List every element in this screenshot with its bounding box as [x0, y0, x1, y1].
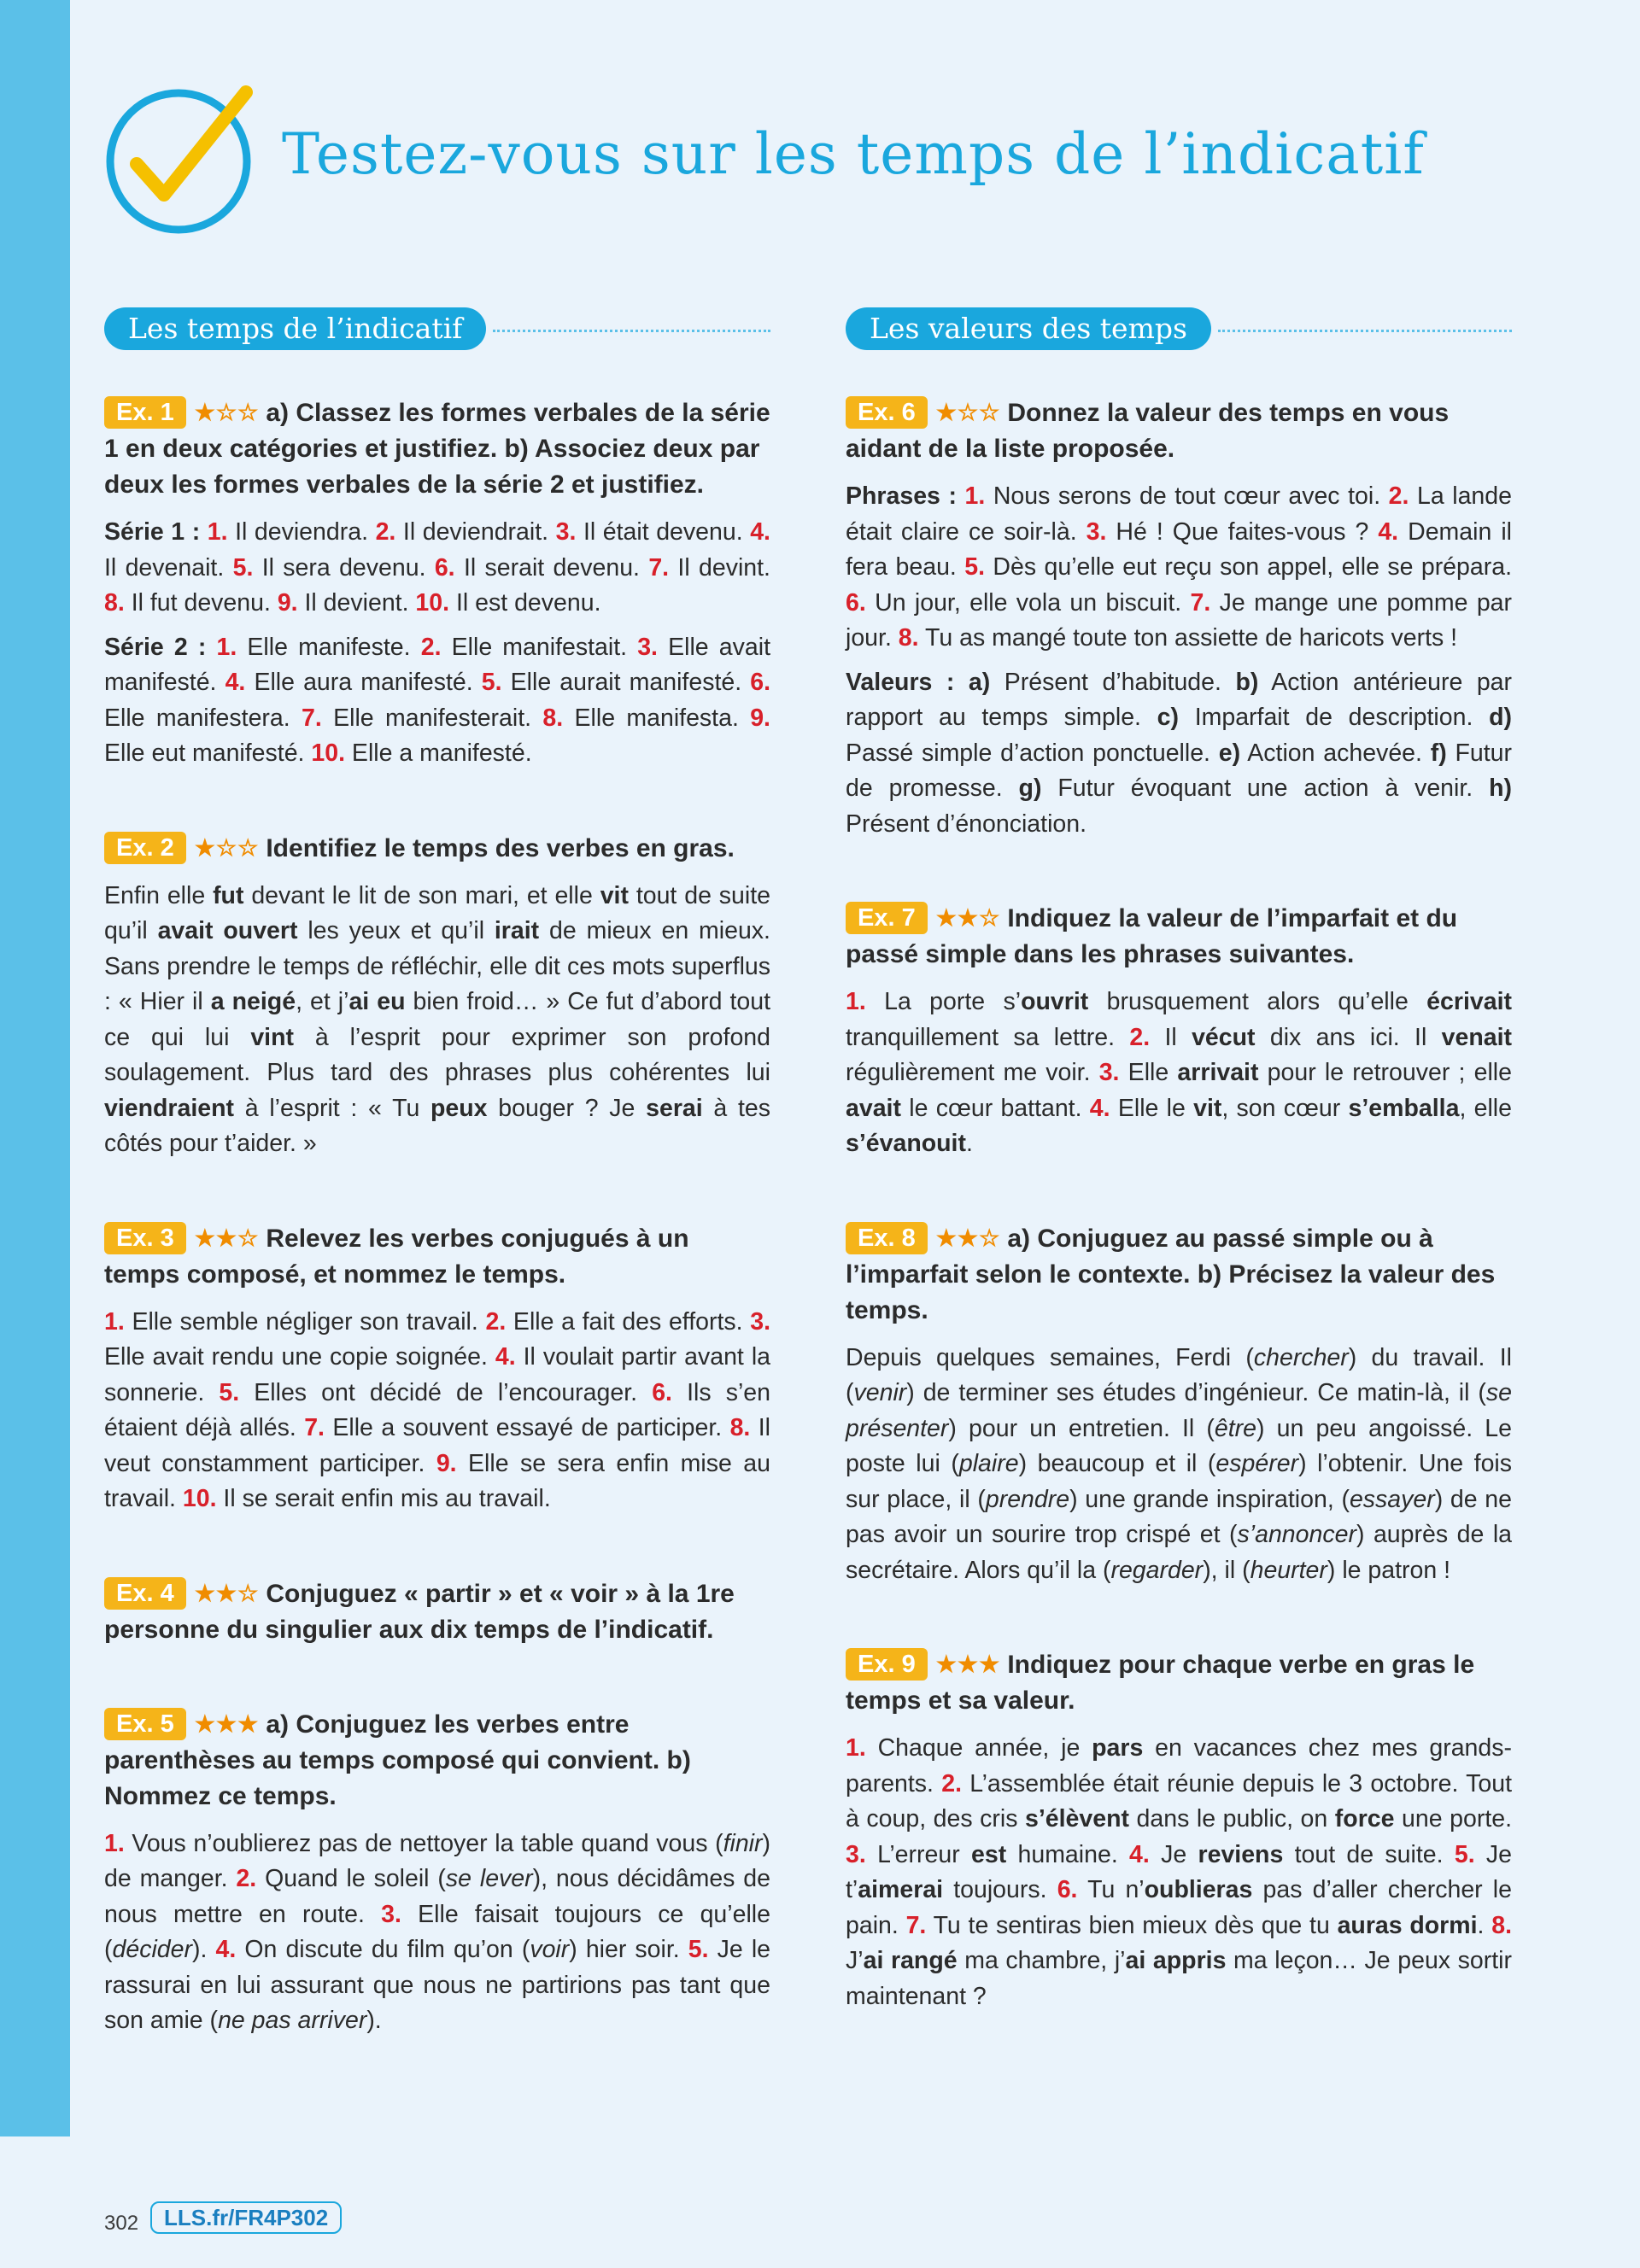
- item-number: 9.: [750, 704, 770, 732]
- item-number: 5.: [688, 1936, 709, 1963]
- item-number: 4.: [215, 1936, 237, 1963]
- text-run: Quand le soleil (: [256, 1865, 446, 1892]
- italic-text: heurter: [1250, 1556, 1327, 1584]
- text-run: J’: [846, 1947, 864, 1974]
- text-run: tout de suite qu’il: [104, 881, 770, 944]
- bold-text: f): [1430, 739, 1447, 767]
- text-run: Elle semble négliger son travail.: [124, 1307, 486, 1336]
- exercise-9: [846, 1646, 1512, 2014]
- exercise-paragraph: [104, 630, 770, 772]
- exercise-badge: Ex. 5: [104, 1708, 186, 1740]
- page-title: Testez-vous sur les temps de l’indicatif: [282, 121, 1425, 187]
- exercise-title: [846, 1646, 1512, 1719]
- bold-text: Phrases :: [846, 482, 965, 510]
- exercise-badge: Ex. 3: [104, 1222, 186, 1254]
- text-run: ) hier soir.: [569, 1936, 688, 1963]
- bold-text: c): [1157, 704, 1179, 731]
- text-run: Présent d’énonciation.: [846, 810, 1087, 838]
- item-number: 8.: [729, 1414, 751, 1441]
- item-number: 3.: [555, 518, 577, 546]
- text-run: Il deviendra.: [227, 518, 376, 546]
- text-run: bien froid… » Ce fut d’abord tout ce qui lui: [104, 988, 770, 1051]
- bold-text: irait: [494, 917, 540, 944]
- exercise-title: [846, 395, 1512, 467]
- exercise-instruction: a) Conjuguez les verbes entre parenthèses au temps composé qui convient. b) Nommez ce temps.: [104, 1710, 691, 1810]
- item-number: 10.: [311, 739, 346, 767]
- item-number: 1.: [216, 633, 237, 661]
- exercise-title: [846, 900, 1512, 973]
- text-run: Il serait devenu.: [454, 553, 649, 582]
- text-run: Elle: [1119, 1059, 1178, 1086]
- exercise-instruction: Conjuguez « partir » et « voir » à la 1re personne du singulier aux dix temps de l’indicatif.: [104, 1579, 735, 1644]
- text-run: Il voulait partir avant la sonnerie.: [104, 1343, 770, 1406]
- exercise-instruction: Relevez les verbes conjugués à un temps composé, et nommez le temps.: [104, 1224, 689, 1289]
- bold-text: Série 1 :: [104, 518, 208, 546]
- item-number: 2.: [236, 1865, 257, 1892]
- text-run: , son cœur: [1221, 1094, 1349, 1122]
- text-run: Depuis quelques semaines, Ferdi (: [846, 1343, 1254, 1371]
- star-icon: ★★☆: [935, 1225, 1001, 1251]
- text-run: le cœur battant.: [900, 1094, 1090, 1122]
- item-number: 8.: [104, 589, 125, 617]
- exercise-body: [846, 985, 1512, 1162]
- bold-text: serai: [646, 1094, 703, 1122]
- text-run: Je le rassurai en lui assurant que nous ne partirions pas tant que son amie (: [104, 1936, 771, 2034]
- exercise-paragraph: [846, 985, 1512, 1162]
- star-icon: ★★★: [935, 1651, 1001, 1677]
- section-title: Les temps de l’indicatif: [104, 307, 486, 350]
- exercise-2: [104, 830, 770, 1162]
- item-number: 1.: [964, 482, 986, 510]
- text-run: de mieux en mieux. Sans prendre le temps de réfléchir, elle dit ces mots superflus : « Hier il: [104, 917, 770, 1015]
- item-number: 5.: [964, 553, 986, 581]
- text-run: Je t’: [846, 1840, 1513, 1903]
- text-run: Elle manifestait.: [441, 633, 638, 661]
- text-run: devant le lit de son mari, et elle: [243, 881, 600, 909]
- text-run: à l’esprit : « Tu: [234, 1094, 431, 1122]
- text-run: Elle faisait toujours ce qu’elle (: [104, 1900, 770, 1963]
- item-number: 2.: [1388, 482, 1409, 510]
- text-run: Elle avait manifesté.: [104, 633, 770, 696]
- bold-text: vécut: [1192, 1023, 1256, 1051]
- item-number: 3.: [381, 1900, 401, 1928]
- bold-text: avait: [846, 1094, 901, 1122]
- exercise-instruction: a) Classez les formes verbales de la série 1 en deux catégories et justifiez. b) Associez deux par deux les formes verbales de la série 2 et justifiez.: [104, 399, 770, 499]
- italic-text: espérer: [1215, 1450, 1299, 1477]
- exercise-1: [104, 395, 770, 772]
- item-number: 1.: [846, 988, 866, 1015]
- italic-text: voir: [530, 1936, 570, 1963]
- italic-text: être: [1214, 1414, 1257, 1442]
- text-run: , et j’: [296, 988, 349, 1015]
- italic-text: se présenter: [846, 1379, 1512, 1442]
- bold-text: pars: [1092, 1734, 1144, 1762]
- section-header-right: [846, 307, 1512, 350]
- bold-text: ouvrit: [1021, 988, 1089, 1015]
- text-run: à l’esprit pour exprimer son profond soulagement. Plus tard des phrases plus cohérentes lui: [104, 1023, 770, 1086]
- exercise-paragraph: [104, 1305, 770, 1517]
- exercise-body: [104, 515, 770, 772]
- text-run: ), il (: [1203, 1556, 1250, 1584]
- bold-text: d): [1489, 704, 1512, 731]
- exercise-badge: Ex. 1: [104, 396, 186, 429]
- bold-text: force: [1334, 1805, 1395, 1833]
- item-number: 3.: [1086, 517, 1107, 546]
- exercise-badge: Ex. 8: [846, 1222, 928, 1254]
- text-run: ).: [366, 2007, 382, 2034]
- text-run: ) l’obtenir. Une fois sur place, il (: [846, 1450, 1513, 1513]
- item-number: 5.: [232, 553, 254, 582]
- text-run: La lande était claire ce soir-là.: [846, 482, 1512, 546]
- star-icon: ★★☆: [194, 1225, 260, 1251]
- bold-text: s’emballa: [1348, 1094, 1460, 1122]
- star-icon: ★★★: [194, 1710, 260, 1737]
- star-icon: ★☆☆: [194, 400, 260, 425]
- page-number: 302: [104, 2212, 139, 2235]
- text-run: Il veut constamment participer.: [104, 1414, 770, 1477]
- text-run: toujours.: [943, 1876, 1057, 1903]
- bold-text: viendraient: [104, 1094, 235, 1122]
- text-run: ).: [191, 1936, 216, 1963]
- text-run: On discute du film qu’on (: [236, 1936, 530, 1963]
- exercise-badge: Ex. 2: [104, 832, 186, 864]
- italic-text: ne pas arriver: [218, 2007, 367, 2034]
- text-run: Elle manifestera.: [104, 704, 302, 732]
- bold-text: ai appris: [1125, 1947, 1227, 1974]
- text-run: Nous serons de tout cœur avec toi.: [985, 482, 1389, 510]
- exercise-paragraph: [846, 479, 1512, 657]
- text-run: Il deviendrait.: [395, 518, 556, 546]
- exercise-paragraph: [104, 1827, 770, 2039]
- item-number: 5.: [1454, 1840, 1475, 1868]
- text-run: Il sera devenu.: [253, 553, 435, 582]
- item-number: 4.: [495, 1343, 516, 1371]
- italic-text: plaire: [958, 1450, 1019, 1477]
- star-icon: ★☆☆: [194, 834, 260, 861]
- text-run: tranquillement sa lettre.: [846, 1023, 1130, 1051]
- item-number: 1.: [846, 1734, 866, 1762]
- item-number: 1.: [104, 1307, 125, 1336]
- text-run: , elle: [1459, 1094, 1512, 1122]
- text-run: Vous n’oublierez pas de nettoyer la table quand vous (: [124, 1829, 723, 1857]
- item-number: 6.: [750, 669, 771, 696]
- exercise-6: [846, 395, 1512, 842]
- bold-text: e): [1218, 739, 1241, 767]
- exercise-title: [104, 830, 770, 867]
- text-run: L’erreur: [865, 1840, 971, 1868]
- text-run: dans le public, on: [1129, 1805, 1335, 1833]
- text-run: Elle aurait manifesté.: [501, 669, 751, 696]
- bold-text: s’élèvent: [1025, 1805, 1130, 1833]
- text-run: Action achevée.: [1240, 739, 1431, 767]
- text-run: Elle le: [1110, 1094, 1194, 1122]
- exercise-paragraph: [846, 1731, 1512, 2014]
- exercise-instruction: Indiquez la valeur de l’imparfait et du passé simple dans les phrases suivantes.: [846, 904, 1458, 968]
- bold-text: vit: [1193, 1094, 1222, 1122]
- text-run: Présent d’habitude.: [990, 668, 1236, 696]
- item-number: 2.: [420, 633, 442, 661]
- section-header-left: [104, 307, 770, 350]
- text-run: Demain il fera beau.: [846, 517, 1512, 581]
- text-run: ) du travail. Il (: [846, 1343, 1513, 1406]
- bold-text: vint: [250, 1023, 294, 1051]
- section-title: Les valeurs des temps: [846, 307, 1211, 350]
- item-number: 4.: [750, 518, 770, 546]
- exercise-5: [104, 1706, 770, 2039]
- exercise-7: [846, 900, 1512, 1162]
- text-run: .: [1477, 1911, 1492, 1939]
- exercise-paragraph: [104, 879, 770, 1162]
- text-run: Il: [1150, 1023, 1192, 1051]
- item-number: 8.: [1491, 1911, 1513, 1939]
- exercise-body: [846, 1731, 1512, 2014]
- text-run: L’assemblée était réunie depuis le 3 octobre. Tout à coup, des cris: [846, 1769, 1512, 1833]
- bold-text: fut: [213, 881, 244, 909]
- text-run: Elle a fait des efforts.: [506, 1307, 751, 1336]
- item-number: 10.: [182, 1485, 217, 1512]
- text-run: bouger ? Je: [487, 1094, 647, 1122]
- italic-text: prendre: [985, 1485, 1070, 1513]
- item-number: 8.: [898, 624, 919, 652]
- exercise-4: [104, 1575, 770, 1648]
- text-run: Il devient.: [297, 589, 416, 617]
- bold-text: arrivait: [1177, 1059, 1259, 1086]
- item-number: 6.: [1057, 1876, 1078, 1903]
- item-number: 7.: [304, 1414, 325, 1441]
- exercise-badge: Ex. 9: [846, 1648, 928, 1681]
- item-number: 6.: [652, 1378, 672, 1406]
- text-run: Il se serait enfin mis au travail.: [216, 1485, 551, 1512]
- item-number: 4.: [225, 669, 246, 696]
- bold-text: avait ouvert: [157, 917, 298, 944]
- item-number: 2.: [1129, 1023, 1151, 1051]
- bold-text: a neigé: [210, 988, 296, 1015]
- text-run: ) de terminer ses études d’ingénieur. Ce matin-là, il (: [906, 1379, 1486, 1406]
- bold-text: auras dormi: [1337, 1911, 1478, 1939]
- item-number: 3.: [846, 1840, 866, 1868]
- left-column: [104, 307, 770, 2097]
- bold-text: venait: [1441, 1023, 1512, 1051]
- item-number: 4.: [1089, 1094, 1110, 1122]
- text-run: ), nous décidâmes de nous mettre en route.: [104, 1865, 770, 1928]
- text-run: Tu n’: [1077, 1876, 1145, 1903]
- text-run: ) le patron !: [1327, 1556, 1451, 1584]
- text-run: pas d’aller chercher le pain.: [846, 1876, 1512, 1939]
- bold-text: ai eu: [348, 988, 406, 1015]
- text-run: Je mange une pomme par jour.: [846, 588, 1513, 652]
- item-number: 2.: [485, 1307, 507, 1336]
- text-run: Elle manifeste.: [237, 633, 421, 661]
- bold-text: écrivait: [1426, 988, 1512, 1015]
- item-number: 3.: [750, 1307, 770, 1336]
- item-number: 7.: [905, 1911, 927, 1939]
- text-run: Elle se sera enfin mise au travail.: [104, 1449, 770, 1512]
- resource-link[interactable]: LLS.fr/FR4P302: [150, 2201, 342, 2234]
- text-run: La porte s’: [865, 988, 1022, 1015]
- text-run: humaine.: [1006, 1840, 1130, 1868]
- item-number: 4.: [1129, 1840, 1150, 1868]
- text-run: Elle eut manifesté.: [104, 739, 312, 767]
- item-number: 2.: [941, 1769, 963, 1797]
- star-icon: ★☆☆: [935, 400, 1001, 425]
- text-run: ) une grande inspiration, (: [1069, 1485, 1350, 1513]
- text-run: ) pour un entretien. Il (: [948, 1414, 1215, 1442]
- italic-text: essayer: [1349, 1485, 1435, 1513]
- italic-text: chercher: [1253, 1343, 1349, 1371]
- item-number: 5.: [219, 1378, 240, 1406]
- item-number: 10.: [415, 589, 450, 617]
- text-run: à tes côtés pour t’aider. »: [104, 1094, 770, 1157]
- italic-text: finir: [723, 1829, 763, 1857]
- bold-text: s’évanouit: [846, 1130, 966, 1157]
- text-run: Futur de promesse.: [846, 739, 1513, 802]
- italic-text: se lever: [445, 1865, 533, 1892]
- exercise-paragraph: [104, 515, 770, 622]
- exercise-body: [846, 1341, 1512, 1589]
- text-run: ) de ne pas avoir un sourire trop crispé et (: [846, 1485, 1512, 1548]
- bold-text: vit: [600, 881, 629, 909]
- exercise-body: [104, 1827, 770, 2039]
- text-run: Il devenait.: [104, 553, 233, 582]
- text-run: Il devint.: [669, 553, 770, 582]
- text-run: Elle avait rendu une copie soignée.: [104, 1343, 495, 1371]
- text-run: brusquement alors qu’elle: [1088, 988, 1427, 1015]
- text-run: Dès qu’elle eut reçu son appel, elle se prépara.: [985, 553, 1512, 581]
- text-run: Passé simple d’action ponctuelle.: [846, 739, 1219, 767]
- exercise-instruction: Donnez la valeur des temps en vous aidant de la liste proposée.: [846, 399, 1450, 463]
- checkmark-circle-icon: [102, 85, 255, 237]
- bold-text: h): [1489, 775, 1512, 802]
- exercise-paragraph: [846, 1341, 1512, 1589]
- text-run: Il est devenu.: [449, 589, 601, 617]
- sidebar-band: [0, 0, 70, 2136]
- bold-text: ai rangé: [863, 1947, 958, 1974]
- dotted-rule: [493, 330, 770, 332]
- text-run: Elles ont décidé de l’encourager.: [239, 1378, 653, 1406]
- text-run: pour le retrouver ; elle: [1258, 1059, 1512, 1086]
- text-run: Futur évoquant une action à venir.: [1041, 775, 1490, 802]
- item-number: 3.: [1098, 1059, 1120, 1086]
- text-run: les yeux et qu’il: [297, 917, 495, 944]
- exercise-instruction: Identifiez le temps des verbes en gras.: [266, 833, 735, 862]
- text-run: Enfin elle: [104, 881, 214, 909]
- text-run: Tu te sentiras bien mieux dès que tu: [926, 1911, 1338, 1939]
- exercise-title: [104, 395, 770, 503]
- item-number: 7.: [1190, 588, 1211, 617]
- text-run: Elle a manifesté.: [345, 739, 532, 767]
- italic-text: venir: [853, 1379, 907, 1406]
- text-run: .: [965, 1130, 973, 1157]
- text-run: Elle a souvent essayé de participer.: [324, 1414, 730, 1441]
- text-run: une porte.: [1394, 1805, 1513, 1833]
- item-number: 3.: [637, 633, 658, 661]
- bold-text: peux: [430, 1094, 488, 1122]
- item-number: 1.: [104, 1829, 125, 1857]
- exercise-title: [104, 1220, 770, 1293]
- text-run: Un jour, elle vola un biscuit.: [865, 588, 1191, 617]
- bold-text: g): [1018, 775, 1042, 802]
- text-run: Action antérieure par rapport au temps simple.: [846, 668, 1513, 731]
- text-run: Elle manifesterait.: [321, 704, 543, 732]
- text-run: Elle manifesta.: [563, 704, 751, 732]
- exercise-instruction: a) Conjuguez au passé simple ou à l’imparfait selon le contexte. b) Précisez la valeur des temps.: [846, 1224, 1496, 1324]
- dotted-rule: [1218, 330, 1512, 332]
- text-run: ) beaucoup et il (: [1018, 1450, 1216, 1477]
- exercise-body: [104, 1305, 770, 1517]
- text-run: ma leçon… Je peux sortir maintenant ?: [846, 1947, 1512, 2010]
- star-icon: ★★☆: [935, 905, 1001, 931]
- exercise-paragraph: [846, 665, 1512, 843]
- text-run: Je: [1149, 1840, 1198, 1868]
- exercise-title: [104, 1706, 770, 1815]
- text-run: Elle aura manifesté.: [245, 669, 482, 696]
- text-run: Chaque année, je: [865, 1734, 1092, 1762]
- text-run: dix ans ici. Il: [1255, 1023, 1442, 1051]
- bold-text: oublieras: [1144, 1876, 1253, 1903]
- text-run: régulièrement me voir.: [846, 1059, 1099, 1086]
- bold-text: Valeurs : a): [846, 668, 991, 696]
- item-number: 1.: [207, 518, 228, 546]
- text-run: Il était devenu.: [576, 518, 751, 546]
- bold-text: est: [971, 1840, 1007, 1868]
- exercise-body: [104, 879, 770, 1162]
- italic-text: décider: [112, 1936, 192, 1963]
- bold-text: Série 2 :: [104, 633, 217, 661]
- bold-text: b): [1235, 668, 1259, 696]
- item-number: 7.: [302, 704, 322, 732]
- exercise-3: [104, 1220, 770, 1517]
- item-number: 4.: [1378, 517, 1399, 546]
- item-number: 6.: [846, 588, 866, 617]
- exercise-badge: Ex. 4: [104, 1577, 186, 1610]
- text-run: Ils s’en étaient déjà allés.: [104, 1378, 771, 1441]
- bold-text: aimerai: [858, 1876, 944, 1903]
- text-run: tout de suite.: [1283, 1840, 1455, 1868]
- text-run: ) auprès de la secrétaire. Alors qu’il la (: [846, 1521, 1513, 1584]
- exercise-8: [846, 1220, 1512, 1589]
- bold-text: reviens: [1198, 1840, 1284, 1868]
- exercise-title: [104, 1575, 770, 1648]
- text-run: ) un peu angoissé. Le poste lui (: [846, 1414, 1512, 1477]
- item-number: 8.: [542, 704, 564, 732]
- text-run: Il fut devenu.: [124, 589, 278, 617]
- item-number: 9.: [436, 1449, 457, 1477]
- exercise-body: [846, 479, 1512, 842]
- exercise-title: [846, 1220, 1512, 1329]
- item-number: 5.: [481, 669, 502, 696]
- exercise-instruction: Indiquez pour chaque verbe en gras le temps et sa valeur.: [846, 1651, 1475, 1715]
- right-column: [846, 307, 1512, 2072]
- italic-text: s’annoncer: [1237, 1521, 1356, 1548]
- text-run: ) de manger.: [104, 1829, 770, 1892]
- italic-text: regarder: [1110, 1556, 1204, 1584]
- exercise-badge: Ex. 6: [846, 396, 928, 429]
- star-icon: ★★☆: [194, 1580, 260, 1606]
- item-number: 6.: [434, 553, 455, 582]
- item-number: 9.: [277, 589, 298, 617]
- item-number: 2.: [375, 518, 396, 546]
- text-run: Hé ! Que faites-vous ?: [1106, 517, 1379, 546]
- text-run: en vacances chez mes grands-parents.: [846, 1734, 1513, 1797]
- text-run: ma chambre, j’: [957, 1947, 1126, 1974]
- item-number: 7.: [648, 553, 670, 582]
- text-run: Imparfait de description.: [1179, 704, 1490, 731]
- text-run: Tu as mangé toute ton assiette de haricots verts !: [918, 624, 1458, 652]
- exercise-badge: Ex. 7: [846, 902, 928, 934]
